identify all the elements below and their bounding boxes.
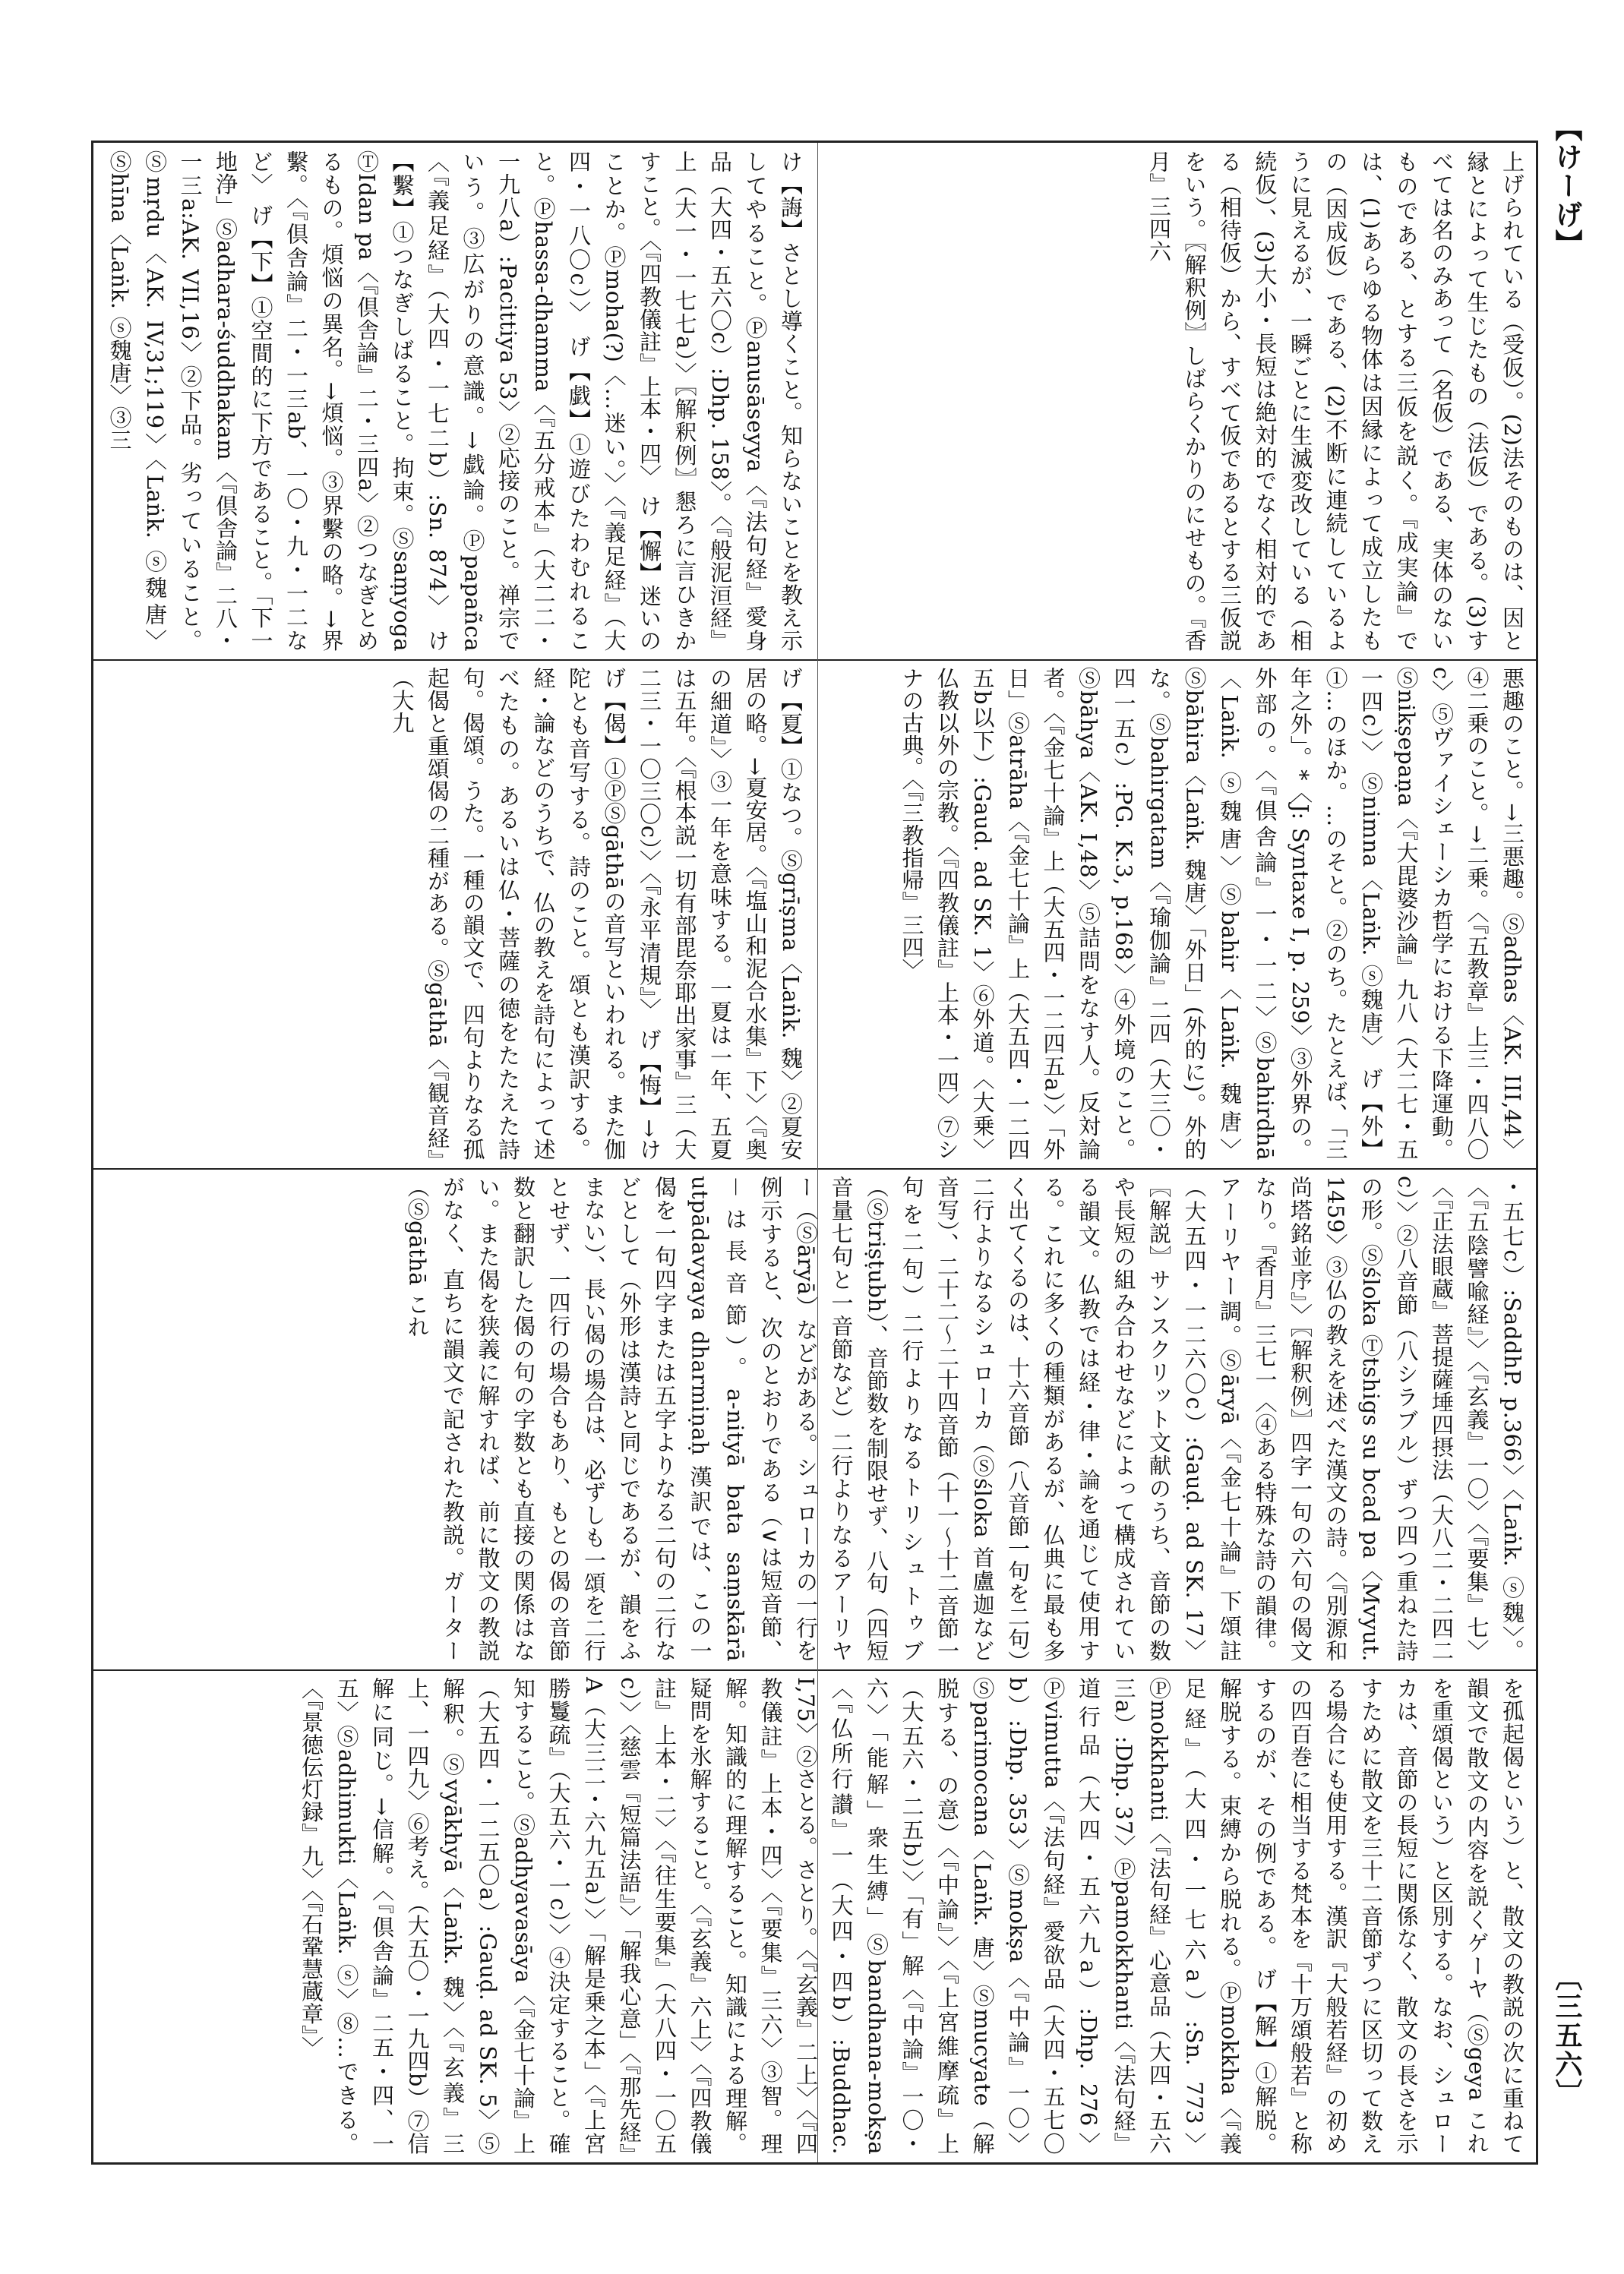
text-block-tier3-right: ・五七c）:SaddhP. p.366〉〈Laṅk. ⓢ魏〉。〈『五陰譬喩経』〉〈『玄義』一〇〉〈『要集』七〉〈『正法眼蔵』菩提薩埵四摂法（大八二・二四二c）〉②八音節（八シラブル）ずつ四つ重ねた詩の形。Ⓢśloka Ⓣtshigs su bcad pa〈Mvyut. 1459〉③仏の教えを述べた漢文の詩。〈『別源和尚塔銘並序』〉〖解釈例〗四字一句の六句の偈文なり。『香月』三七一〈④ある特殊な詩の韻律。アーリヤー調。Ⓢāryā〈『金七十論』下頌註（大五四・一二六〇c）:Gauḍ. ad SK. 17〉〖解説〗サンスクリット文献のうち、音節の数や長短の組み合わせなどによって構成されている韻文。仏教では経・律・論を通じて使用する。これに多くの種類があるが、仏典に最も多く出てくるのは、十六音節（八音節一句を二句）二行よりなるシュローカ（Ⓢśloka 首盧迦など音写）、二十二～二十四音節（十一～十二音節一句を二句）二行よりなるトリシュトゥブ（Ⓢtriṣṭubh）、音節数を制限せず、八句（四短音量七句と一音節など）二行よりなるアーリヤー（Ⓢāryā）などがある。シュローカの一行を例示すると、次のとおりである（∨は短音節、－は長音節）。a-nityā bata saṃskārā utpādavyaya dharmiṇaḥ 漢訳では、この一偈を一句四字または五字よりなる二句の二行などとして（外形は漢詩と同じであるが、韻をふまない）、長い偈の場合は、必ずしも一頌を二行とせず、一四行の場合もあり、もとの偈の音節数と翻訳した偈の句の字数とも直接の関係はない。また偈を狭義に解すれば、前に散文の教説がなく、直ちに韻文で記された教説。ガーター（Ⓢgāthā これ (404, 1176, 1525, 1663)
text-block-tier3-left (96, 1168, 814, 1669)
page-frame (91, 141, 1538, 2165)
text-block-tier2-left: げ【夏】①なつ。Ⓢgrīṣma〈Laṅk. 魏〉②夏安居の略。→夏安居。〈『塩山和泥合水集』下〉〈『奥の細道』〉③一年を意味する。一夏は一年、五夏は五年。〈『根本説一切有部毘奈耶出家事』三（大二三・一〇三〇c）〉〈『永平清規』〉 げ【悔】→け げ【偈】①ⓅⓈgāthāの音写といわれる。また伽陀とも音写する。詩のこと。頌とも漢訳する。経・論などのうちで、仏の教えを詩句によって述べたもの。あるいは仏・菩薩の徳をたたえた詩句。偈頌。うた。一種の韻文で、四句よりなる孤起偈と重頌偈の二種がある。Ⓢgāthā〈『観音経』（大九 (389, 667, 804, 1161)
section-header-tab: 【けーげ】 (1551, 114, 1583, 258)
text-block-tier1-right: 上げられている（受仮）。(2)法そのものは、因と縁とによって生じたもの（法仮）である。(3)すべては名のみあって（名仮）である、実体のないものである、とする三仮を説く。『成実論』では、(1)あらゆる物体は因縁によって成立したもの（因成仮）である、(2)不断に連続しているように見えるが、一瞬ごとに生滅変改している（相続仮）、(3)大小・長短は絶対的でなく相対的である（相待仮）から、すべて仮であるとする三仮説をいう。〖解釈例〗しばらくかりのにせもの。『香月』三四六 (1146, 150, 1525, 652)
text-block-tier4-left (96, 1669, 814, 2162)
text-block-tier1-left: け【誨】さとし導くこと。知らないことを教え示してやること。Ⓟanusāseyya〈『法句経』愛身品（大四・五六〇c）:Dhp. 158〉。〈『般泥洹経』上（大一・一七七a）〉〖解釈例〗懇ろに言ひきかすこと。〈『四教儀註』上本・四〉 け【懈】迷いのことか。Ⓟmoha(?)〈…迷い。〉〈『義足経』（大四・一八〇c）〉 げ【戯】①遊びたわむれること。Ⓟhassa-dhamma〈『五分戒本』（大二二・一九八a）:Pacittiya 53〉②応接のこと。禅宗でいう。③広がりの意識。→戯論。Ⓟpapañca〈『義足経』（大四・一七二b）:Sn. 874〉 け【繫】①つなぎしばること。拘束。Ⓢsaṃyoga ⓉIdan pa〈『倶舎論』二・三四a〉②つなぎとめるもの。煩悩の異名。→煩悩。③界繫の略。→界繫。〈『倶舎論』二・一三ab、一〇・九・一二など〉 げ【下】①空間的に下方であること。「下一地浄」Ⓢadhara-śuddhakam〈『倶舎論』二八・一三a:AK. VII,16〉②下品。劣っていること。Ⓢmṛdu〈AK. IV,31;119〉〈Laṅk. ⓢ魏唐〉Ⓢhīna〈Laṅk. ⓢ魏唐〉③三 (106, 150, 804, 652)
text-block-tier2-right: 悪趣のこと。→三悪趣。Ⓢadhas〈AK. III,44〉④二乗のこと。→二乗。〈『五教章』上三・四八〇c〉⑤ヴァイシェーシカ哲学における下降運動。Ⓢnikṣepaṇa〈『大毘婆沙論』九八（大二七・五一四c）〉 Ⓢnimna〈Laṅk. ⓢ魏唐〉 げ【外】①…のほか。…のそと。②のち。たとえば、「三年之外」。*〈J: Syntaxe I, p. 259〉③外界の。外部の。〈『倶舎論』一・一二〉Ⓢbahirdhā〈Laṅk. ⓢ魏唐〉Ⓢbahir〈Laṅk. 魏唐〉Ⓢbāhira〈Laṅk. 魏唐〉「外日」(外的に)。外的な。Ⓢbahirgatam〈『瑜伽論』二四（大三〇・四一五c）:PG. K.3, p.168〉④外境のこと。Ⓢbāhya〈AK. I,48〉⑤詰問をなす人。反対論者。〈『金七十論』上（大五四・一二四五a）〉「外日」Ⓢatrāha〈『金七十論』上（大五四・一二四五b以下）:Gaud. ad SK. 1〉⑥外道。〈大乗〉仏教以外の宗教。〈『四教儀註』上本・一四〉⑦シナの古典。〈『三教指帰』三四〉 (899, 667, 1525, 1161)
text-block-tier4-right: を孤起偈という）と、散文の教説の次に重ねて韻文で散文の内容を説くゲーヤ（Ⓢgeya これを重頌偈という）と区別する。なお、シュローカは、音節の長短に関係なく、散文の長さを示すために散文を三十二音節ずつに区切って数える場合にも使用する。漢訳『大般若経』の初めの四百巻に相当する梵本を『十万頌般若』と称するのが、その例である。 げ【解】①解脱。解脱する。束縛から脱れる。Ⓟmokkha〈『義足経』（大四・一七六a）:Sn. 773〉Ⓟmokkhanti〈『法句経』心意品（大四・五六三a）:Dhp. 37〉Ⓟpamokkhanti〈『法句経』道行品（大四・五六九a）:Dhp. 276〉Ⓟvimutta〈『法句経』愛欲品（大四・五七〇b）:Dhp. 353〉Ⓢmokṣa〈『中論』一〇〉Ⓢparimocana〈Laṅk. 唐〉Ⓢmucyate（解脱する、の意）〈『中論』〉〈『上宮維摩疏』上（大五六・二五b）〉「有」解〈『中論』一〇・六〉「能解」衆生縛」Ⓢbandhana-mokṣa〈『仏所行讃』一（大四・四b）:Buddhac. I,75〉②さとる。さとり。〈『玄義』二上〉〈『四教儀註』上本・四〉〈『要集』三六〉③智。理解。知識的に理解すること。知識による理解。疑問を氷解すること。〈『玄義』六上〉〈『四教儀註』上本・二〉〈『往生要集』（大八四・一〇五c）〉〈慈雲『短篇法語』〉「解我心意」〈『那先経』A（大三二・六九五a）〉「解是乗之本」〈『上宮勝鬘疏』（大五六・一c）〉④決定すること。確知すること。Ⓢadhyavasāya〈『金七十論』上（大五四・一二五〇a）:Gauḍ. ad SK. 5〉⑤解釈。Ⓢvyākhyā〈Laṅk. 魏〉〈『玄義』三上、一四九〉⑥考え。（大五〇・一九四b）⑦信解に同じ。→信解。〈『倶舎論』二五・四、一五〉Ⓢadhimukti〈Laṅk. ⓢ〉⑧…できる。〈『景徳伝灯録』九〉〈『石鞏慧蔵章』〉 (299, 1677, 1525, 2155)
page-number: 〔三五六〕 (1551, 1963, 1583, 2108)
